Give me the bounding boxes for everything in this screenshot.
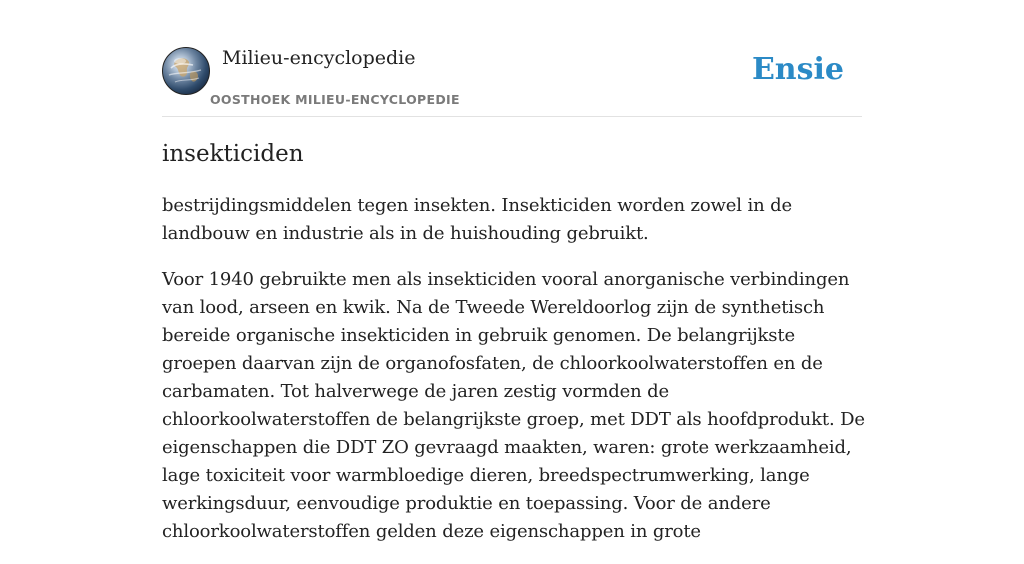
brand-logo[interactable]: Ensie <box>751 52 844 87</box>
entry-paragraph: Voor 1940 gebruikte men als insekticiden vooral anorganische verbindingen van lood, arseen en kwik. Na de Tweede Wereldoorlog zijn de synthetisch bereide organische insekticiden in gebruik genomen. De belangrijkste groepen daarvan zijn de organofosfaten, de chloorkoolwaterstoffen en de carbamaten. Tot halverwege de jaren zestig vormden de chloorkoolwaterstoffen de belangrijkste groep, met DDT als hoofdprodukt. De eigenschappen die DDT ZO gevraagd maakten, waren: grote werkzaamheid, lage toxiciteit voor warmbloedige dieren, breedspectrumwerking, lange werkingsduur, eenvoudige produktie en toepassing. Voor de andere chloorkoolwaterstoffen gelden deze eigenschappen in grote <box>162 269 865 542</box>
entry-title: insekticiden <box>162 141 304 167</box>
site-header <box>162 0 862 117</box>
site-subtitle: OOSTHOEK MILIEU-ENCYCLOPEDIE <box>210 92 460 107</box>
earth-globe-icon[interactable] <box>162 47 210 95</box>
site-title[interactable]: Milieu-encyclopedie <box>222 47 416 69</box>
entry-paragraph: bestrijdingsmiddelen tegen insekten. Insekticiden worden zowel in de landbouw en industrie als in de huishouding gebruikt. <box>162 195 792 244</box>
page <box>162 0 865 542</box>
entry-content <box>162 192 867 564</box>
